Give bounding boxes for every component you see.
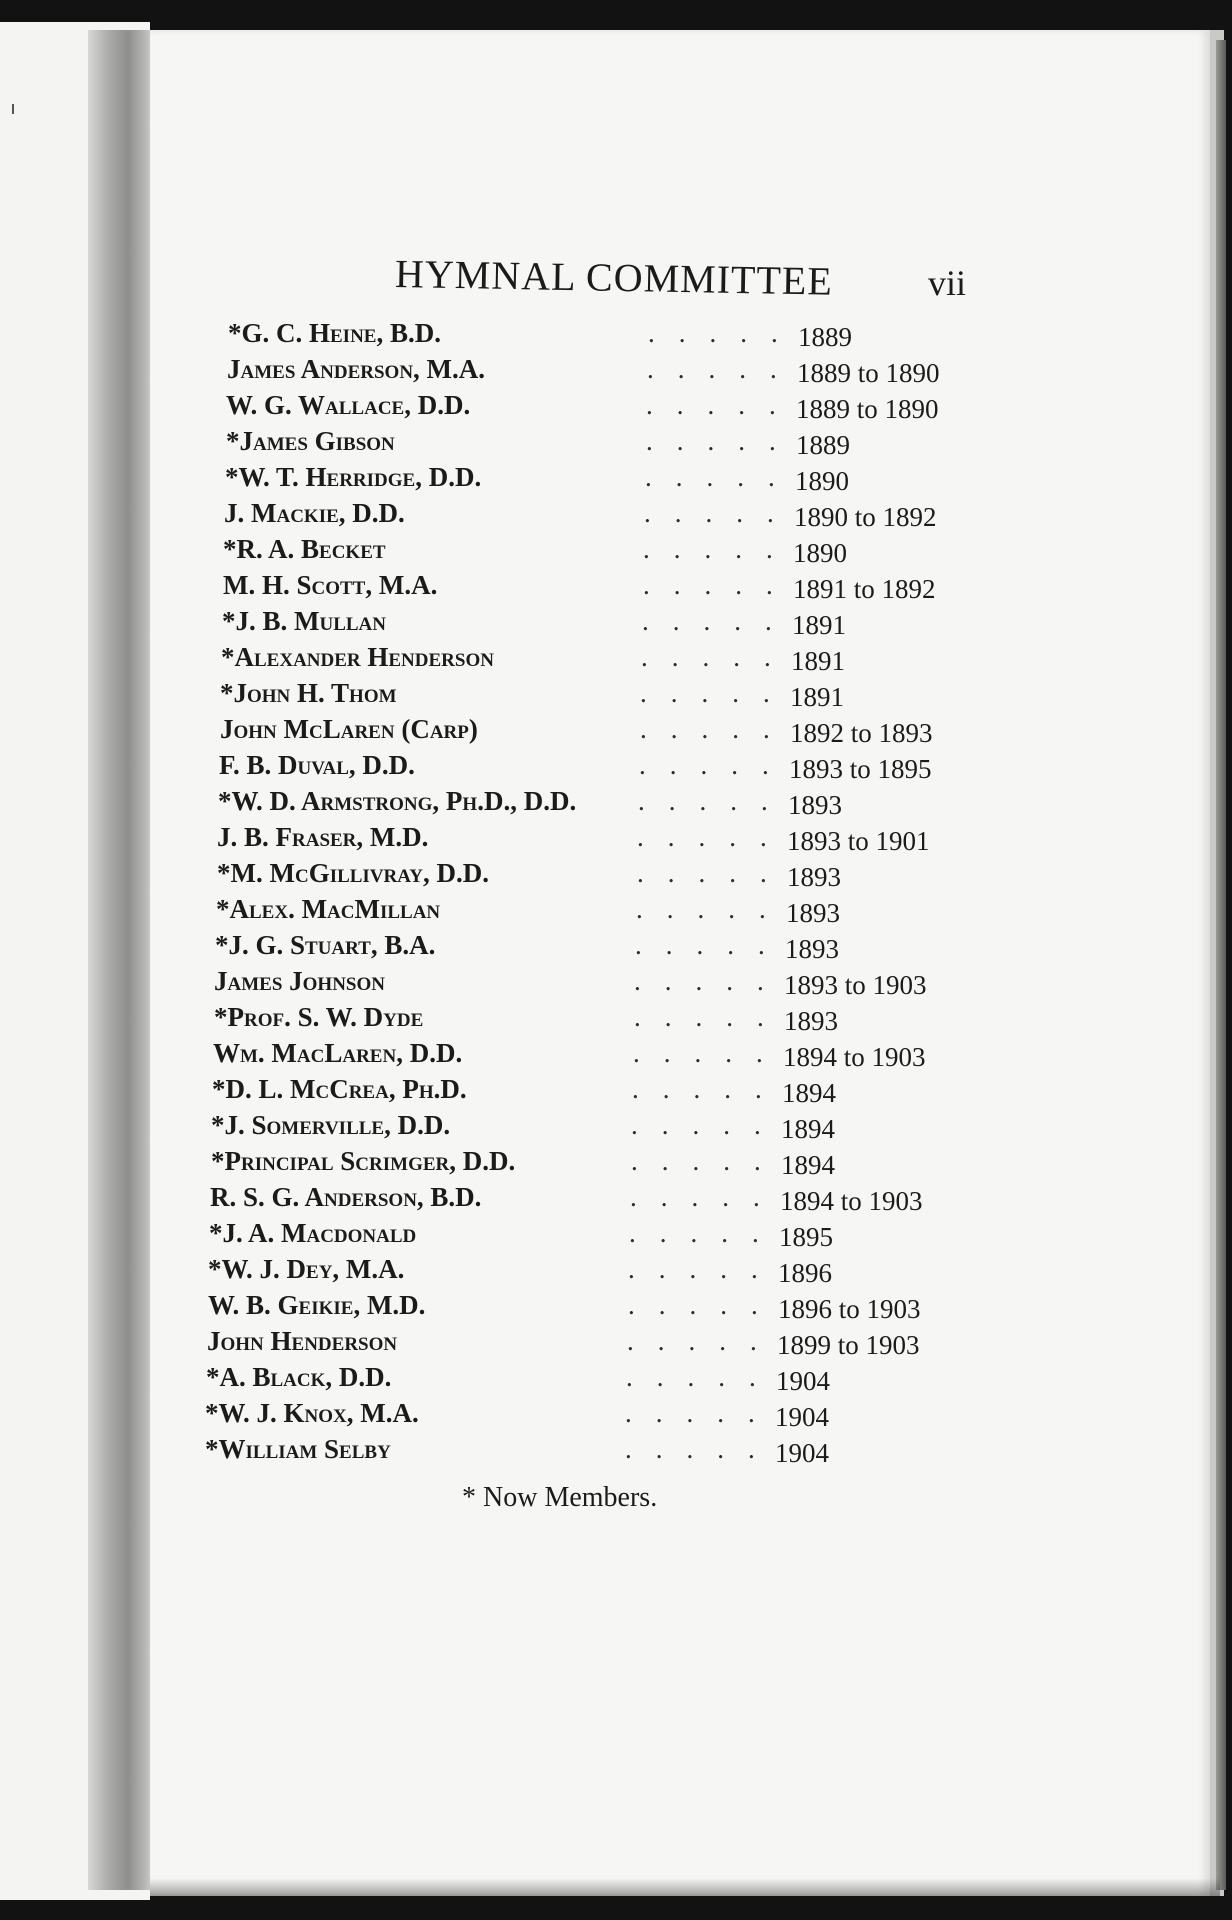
member-name: *J. A. Macdonald: [209, 1218, 417, 1248]
member-name: *J. B. Mullan: [222, 606, 387, 636]
service-years: 1891: [790, 682, 844, 712]
footnote: * Now Members.: [462, 1482, 658, 1513]
member-name: *John H. Thom: [220, 678, 397, 708]
member-name: J. Mackie, D.D.: [224, 498, 405, 528]
member-name: W. B. Geikie, M.D.: [208, 1290, 426, 1320]
leader-dots: .....: [637, 858, 791, 888]
list-item: [208, 1290, 968, 1326]
member-name: *Alex. MacMillan: [216, 894, 441, 924]
service-years: 1899 to 1903: [777, 1330, 920, 1360]
leader-dots: .....: [626, 1362, 780, 1392]
service-years: 1890 to 1892: [794, 502, 937, 532]
list-item: [218, 786, 978, 822]
leader-dots: .....: [640, 714, 794, 744]
member-name: James Anderson, M.A.: [227, 354, 486, 384]
member-name: *D. L. McCrea, Ph.D.: [212, 1074, 467, 1104]
list-item: [217, 858, 977, 894]
service-years: 1893: [787, 862, 841, 892]
list-item: [224, 498, 984, 534]
member-name: *Prof. S. W. Dyde: [214, 1002, 424, 1032]
list-item: [214, 966, 974, 1002]
leader-dots: .....: [646, 426, 800, 456]
leader-dots: .....: [636, 894, 790, 924]
member-name: *A. Black, D.D.: [206, 1362, 392, 1392]
service-years: 1893: [786, 898, 840, 928]
leader-dots: .....: [634, 1002, 788, 1032]
service-years: 1893 to 1901: [787, 826, 930, 856]
member-name: *J. G. Stuart, B.A.: [215, 930, 436, 960]
list-item: [209, 1218, 969, 1254]
member-name: *W. T. Herridge, D.D.: [225, 462, 482, 492]
list-item: [206, 1362, 966, 1398]
service-years: 1904: [775, 1402, 829, 1432]
member-name: John McLaren (Carp): [220, 714, 478, 744]
page-number: vii: [928, 263, 967, 303]
leader-dots: .....: [632, 1074, 786, 1104]
list-item: [212, 1074, 972, 1110]
leader-dots: .....: [641, 642, 795, 672]
member-name: *Alexander Henderson: [221, 642, 494, 672]
page-header: [230, 250, 970, 310]
leader-dots: .....: [625, 1398, 779, 1428]
list-item: [211, 1110, 971, 1146]
list-item: [214, 1002, 974, 1038]
list-item: [220, 678, 980, 714]
leader-dots: .....: [640, 678, 794, 708]
leader-dots: .....: [647, 354, 801, 384]
list-item: [213, 1038, 973, 1074]
list-item: [210, 1182, 970, 1218]
page-title: HYMNAL COMMITTEE: [394, 251, 834, 304]
service-years: 1889: [796, 430, 850, 460]
list-item: [205, 1434, 965, 1470]
leader-dots: .....: [646, 390, 800, 420]
leader-dots: .....: [638, 786, 792, 816]
leader-dots: .....: [643, 534, 797, 564]
member-name: *W. J. Dey, M.A.: [208, 1254, 405, 1284]
member-name: *James Gibson: [226, 426, 395, 456]
leader-dots: .....: [628, 1290, 782, 1320]
service-years: 1895: [779, 1222, 833, 1252]
list-item: [226, 390, 986, 426]
leader-dots: .....: [630, 1182, 784, 1212]
leader-dots: .....: [631, 1146, 785, 1176]
service-years: 1894 to 1903: [780, 1186, 923, 1216]
member-name: *Principal Scrimger, D.D.: [211, 1146, 516, 1176]
service-years: 1896: [778, 1258, 832, 1288]
list-item: [211, 1146, 971, 1182]
list-item: [225, 462, 985, 498]
list-item: [205, 1398, 965, 1434]
member-name: *William Selby: [205, 1434, 391, 1464]
leader-dots: .....: [645, 462, 799, 492]
member-name: Wm. MacLaren, D.D.: [213, 1038, 463, 1068]
member-name: *W. D. Armstrong, Ph.D., D.D.: [218, 786, 577, 816]
service-years: 1891: [791, 646, 845, 676]
leader-dots: .....: [639, 750, 793, 780]
leader-dots: .....: [643, 570, 797, 600]
service-years: 1890: [795, 466, 849, 496]
member-name: M. H. Scott, M.A.: [223, 570, 438, 600]
list-item: [208, 1254, 968, 1290]
service-years: 1893 to 1895: [789, 754, 932, 784]
service-years: 1904: [776, 1366, 830, 1396]
page-edge: [1216, 40, 1226, 1890]
service-years: 1894 to 1903: [783, 1042, 926, 1072]
service-years: 1894: [781, 1150, 835, 1180]
committee-list: [205, 318, 988, 1470]
service-years: 1904: [775, 1438, 829, 1468]
leader-dots: .....: [635, 930, 789, 960]
member-name: James Johnson: [214, 966, 385, 996]
leader-dots: .....: [627, 1326, 781, 1356]
list-item: [217, 822, 977, 858]
service-years: 1889 to 1890: [797, 358, 940, 388]
member-name: *W. J. Knox, M.A.: [205, 1398, 419, 1428]
service-years: 1893: [785, 934, 839, 964]
leader-dots: .....: [644, 498, 798, 528]
list-item: [228, 318, 988, 354]
member-name: *J. Somerville, D.D.: [211, 1110, 451, 1140]
service-years: 1894: [782, 1078, 836, 1108]
leader-dots: .....: [625, 1434, 779, 1464]
list-item: [220, 714, 980, 750]
member-name: *R. A. Becket: [223, 534, 386, 564]
list-item: [219, 750, 979, 786]
page-mark: [12, 104, 14, 114]
leader-dots: .....: [633, 1038, 787, 1068]
service-years: 1893: [788, 790, 842, 820]
service-years: 1894: [781, 1114, 835, 1144]
list-item: [223, 534, 983, 570]
service-years: 1890: [793, 538, 847, 568]
list-item: [215, 930, 975, 966]
service-years: 1893 to 1903: [784, 970, 927, 1000]
service-years: 1891: [792, 610, 846, 640]
service-years: 1889: [798, 322, 852, 352]
leader-dots: .....: [631, 1110, 785, 1140]
service-years: 1889 to 1890: [796, 394, 939, 424]
list-item: [216, 894, 976, 930]
leader-dots: .....: [637, 822, 791, 852]
member-name: *G. C. Heine, B.D.: [228, 318, 441, 348]
member-name: W. G. Wallace, D.D.: [226, 390, 471, 420]
leader-dots: .....: [628, 1254, 782, 1284]
leader-dots: .....: [648, 318, 802, 348]
service-years: 1893: [784, 1006, 838, 1036]
member-name: John Henderson: [207, 1326, 398, 1356]
list-item: [221, 642, 981, 678]
list-item: [222, 606, 982, 642]
service-years: 1891 to 1892: [793, 574, 936, 604]
member-name: *M. McGillivray, D.D.: [217, 858, 489, 888]
leader-dots: .....: [634, 966, 788, 996]
list-item: [223, 570, 983, 606]
leader-dots: .....: [642, 606, 796, 636]
leader-dots: .....: [629, 1218, 783, 1248]
member-name: F. B. Duval, D.D.: [219, 750, 415, 780]
list-item: [226, 426, 986, 462]
member-name: R. S. G. Anderson, B.D.: [210, 1182, 482, 1212]
list-item: [227, 354, 987, 390]
service-years: 1896 to 1903: [778, 1294, 921, 1324]
member-name: J. B. Fraser, M.D.: [217, 822, 429, 852]
list-item: [207, 1326, 967, 1362]
service-years: 1892 to 1893: [790, 718, 933, 748]
page-bottom-shadow: [150, 1878, 1220, 1896]
